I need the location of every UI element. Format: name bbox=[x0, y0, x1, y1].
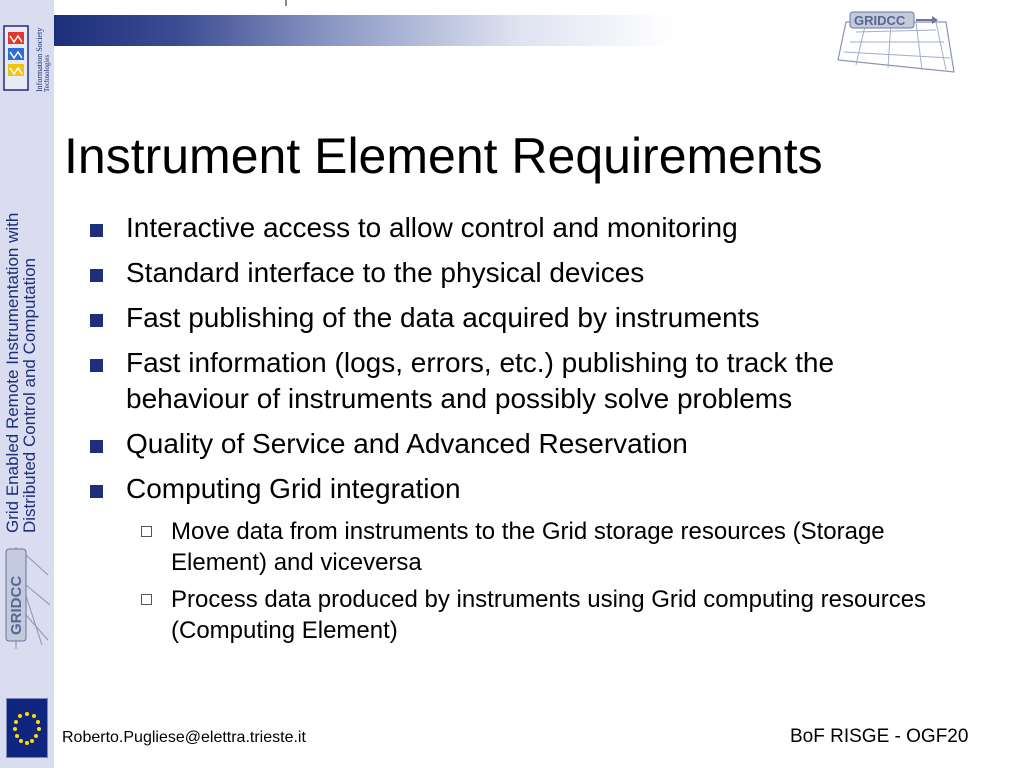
bullet-text: Fast information (logs, errors, etc.) publishing to track the behaviour of instruments and possibly solve problems bbox=[126, 347, 835, 414]
bullet-item bbox=[90, 426, 950, 462]
vertical-title-line-2: Distributed Control and Computation bbox=[20, 258, 39, 533]
sub-bullet-item bbox=[90, 516, 950, 578]
square-bullet-icon bbox=[90, 224, 103, 237]
bullet-text: Interactive access to allow control and monitoring bbox=[126, 212, 738, 243]
square-bullet-icon bbox=[90, 440, 103, 453]
bullet-item bbox=[90, 300, 950, 336]
gridcc-logo-text: GRIDCC bbox=[854, 13, 906, 28]
hollow-square-bullet-icon bbox=[141, 594, 152, 605]
slide-title: Instrument Element Requirements bbox=[64, 128, 823, 184]
eu-flag-logo bbox=[6, 698, 48, 758]
bullet-item bbox=[90, 210, 950, 246]
header-strip bbox=[60, 0, 620, 15]
gridcc-logo bbox=[836, 10, 960, 76]
svg-text:GRIDCC: GRIDCC bbox=[8, 575, 25, 635]
svg-text:Information Society: Information Society bbox=[35, 27, 44, 92]
vertical-title-line-1: Grid Enabled Remote Instrumentation with bbox=[3, 212, 22, 533]
ist-logo bbox=[2, 6, 52, 98]
footer-event: BoF RISGE - OGF20 bbox=[790, 726, 969, 747]
bullet-text: Standard interface to the physical devices bbox=[126, 257, 645, 288]
square-bullet-icon bbox=[90, 314, 103, 327]
header-gradient-bar bbox=[54, 15, 674, 46]
slide-content bbox=[90, 210, 950, 652]
bullet-item bbox=[90, 255, 950, 291]
bullet-item bbox=[90, 471, 950, 507]
vertical-project-title bbox=[4, 133, 50, 533]
hollow-square-bullet-icon bbox=[141, 526, 152, 537]
square-bullet-icon bbox=[90, 359, 103, 372]
bullet-text: Computing Grid integration bbox=[126, 473, 461, 504]
sub-bullet-item bbox=[90, 584, 950, 646]
gridcc-vertical-logo bbox=[2, 545, 52, 653]
svg-text:Technologies: Technologies bbox=[43, 54, 51, 92]
square-bullet-icon bbox=[90, 485, 103, 498]
sub-bullet-text: Process data produced by instruments using Grid computing resources (Computing Element) bbox=[171, 586, 927, 644]
bullet-text: Quality of Service and Advanced Reservation bbox=[126, 428, 688, 459]
sub-bullet-text: Move data from instruments to the Grid storage resources (Storage Element) and viceversa bbox=[171, 518, 885, 576]
square-bullet-icon bbox=[90, 269, 103, 282]
footer-email: Roberto.Pugliese@elettra.trieste.it bbox=[62, 729, 306, 746]
left-sidebar bbox=[0, 0, 54, 768]
bullet-item bbox=[90, 345, 950, 417]
bullet-text: Fast publishing of the data acquired by instruments bbox=[126, 302, 760, 333]
